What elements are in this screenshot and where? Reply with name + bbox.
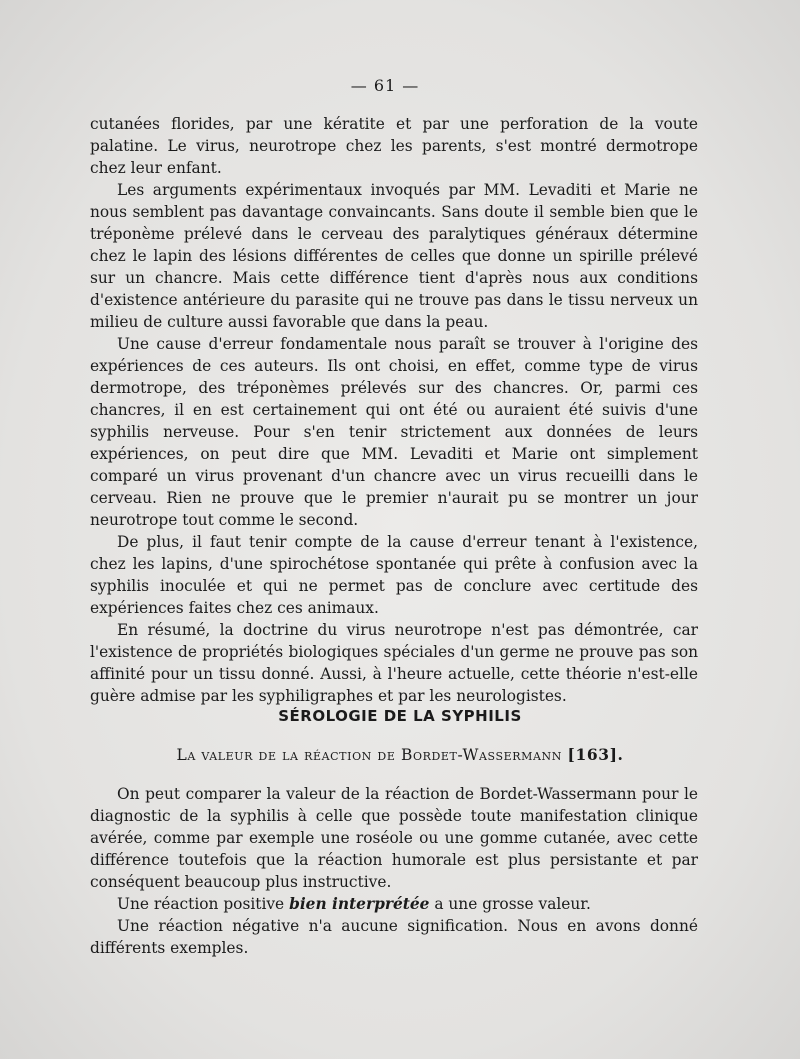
paragraph-arguments: Les arguments expérimentaux invoqués par MM. Levaditi et Marie ne nous semblent pas davantage convaincants. Sans doute il semble bien que le tréponème prélevé dans le cerveau des paralytiques généraux détermine chez le lapin des lésions différentes de celles que donne un spirille prélevé sur un chancre. Mais cette différence tient d'après nous aux conditions d'existence antérieure du parasite qui ne trouve pas dans le tissu nerveux un milieu de culture aussi favorable que dans la peau. bbox=[90, 181, 698, 331]
paragraph-continuation: cutanées florides, par une kératite et par une perforation de la voute palatine. Le virus, neurotrope chez les parents, s'est montré dermotrope chez leur enfant. bbox=[90, 115, 698, 177]
reaction-positive-lead: Une réaction positive bbox=[117, 895, 290, 913]
body-text-bottom bbox=[90, 783, 698, 959]
page-number: — 61 — bbox=[350, 76, 420, 95]
paragraph-reaction-positive bbox=[90, 893, 698, 915]
section-title: SÉROLOGIE DE LA SYPHILIS bbox=[278, 707, 522, 725]
subsection-reference: [163]. bbox=[567, 745, 624, 764]
paragraph-en-resume: En résumé, la doctrine du virus neurotrope n'est pas démontrée, car l'existence de propriétés biologiques spéciales d'un germe ne prouve pas son affinité pour un tissu donné. Aussi, à l'heure actuelle, cette théorie n'est-elle guère admise par les syphiligraphes et par les neurologistes. bbox=[90, 621, 698, 705]
subsection-title bbox=[0, 745, 800, 764]
paragraph-reaction-negative: Une réaction négative n'a aucune signification. Nous en avons donné différents exemples. bbox=[90, 917, 698, 957]
body-text-top bbox=[90, 113, 698, 707]
paragraph-de-plus: De plus, il faut tenir compte de la cause d'erreur tenant à l'existence, chez les lapins, d'une spirochétose spontanée qui prête à confusion avec la syphilis inoculée et qui ne permet pas de conclure avec certitude des expériences faites chez ces animaux. bbox=[90, 533, 698, 617]
paragraph-comparaison: On peut comparer la valeur de la réaction de Bordet-Wassermann pour le diagnostic de la syphilis à celle que possède toute manifestation clinique avérée, comme par exemple une roséole ou une gomme cutanée, avec cette différence toutefois que la réaction humorale est plus persistante et par conséquent beaucoup plus instructive. bbox=[90, 785, 698, 891]
reaction-positive-tail: a une grosse valeur. bbox=[429, 895, 591, 913]
emphasis-bien-interpretee: bien interprétée bbox=[289, 895, 430, 913]
paragraph-cause-erreur: Une cause d'erreur fondamentale nous paraît se trouver à l'origine des expériences de ces auteurs. Ils ont choisi, en effet, comme type de virus dermotrope, des tréponèmes prélevés sur des chancres. Or, parmi ces chancres, il en est certainement qui ont été ou auraient été suivis d'une syphilis nerveuse. Pour s'en tenir strictement aux données de leurs expériences, on peut dire que MM. Levaditi et Marie ont simplement comparé un virus provenant d'un chancre avec un virus recueilli dans le cerveau. Rien ne prouve que le premier n'aurait pu se montrer un jour neurotrope tout comme le second. bbox=[90, 335, 698, 529]
subsection-title-text: La valeur de la réaction de Bordet-Wassermann bbox=[176, 746, 562, 764]
